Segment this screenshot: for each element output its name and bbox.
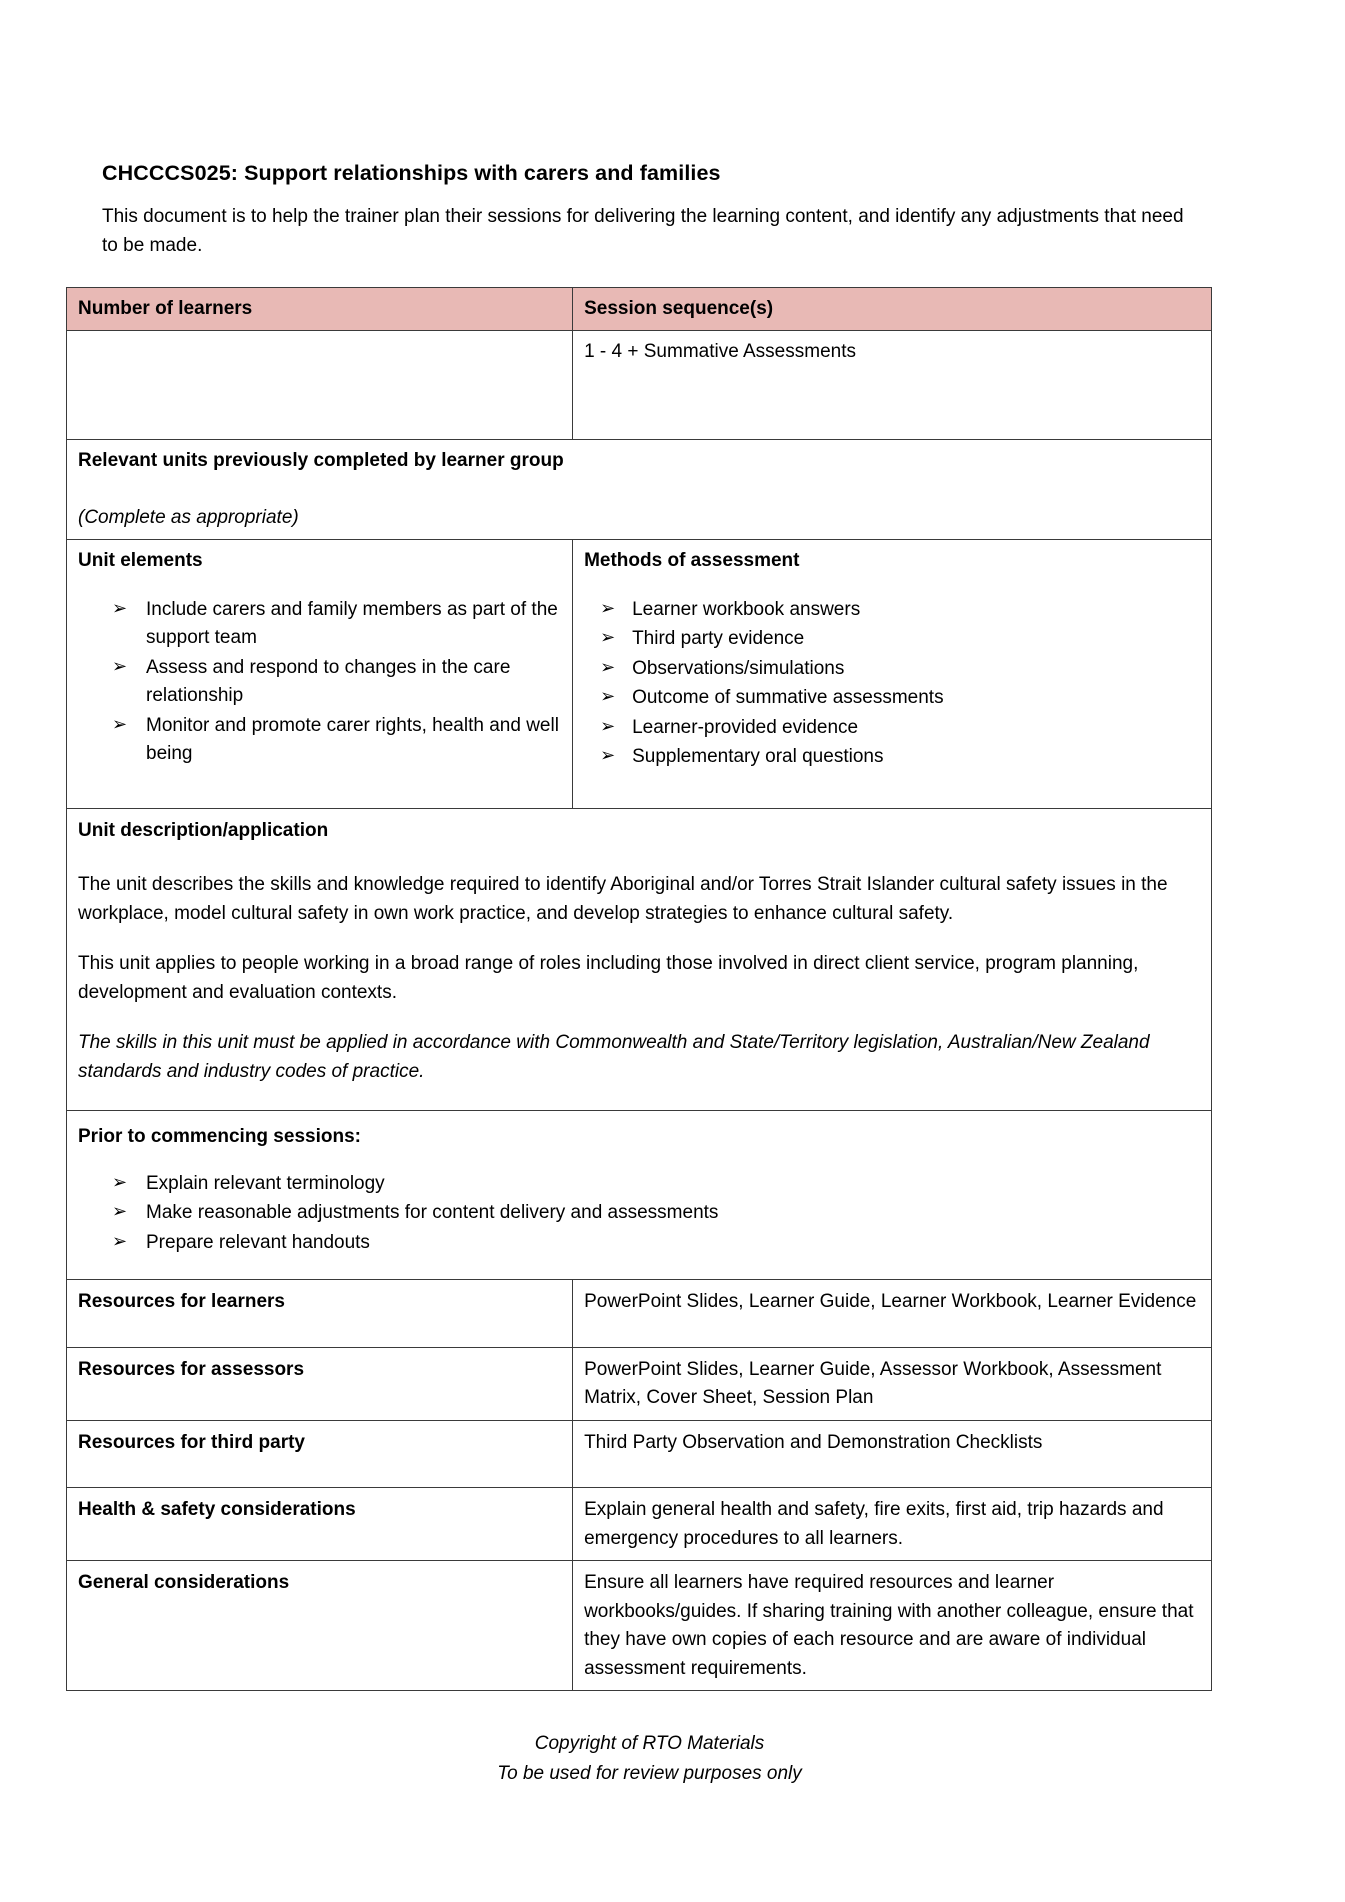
cell-unit-elements-header: Unit elements (67, 540, 573, 578)
cell-unit-elements-list (67, 578, 573, 809)
session-plan-table (66, 287, 1212, 1692)
footer-line-1: Copyright of RTO Materials (534, 1733, 765, 1755)
table-row-elements-lists (67, 578, 1212, 809)
list-item (584, 684, 1200, 713)
intro-paragraph: This document is to help the trainer plan their sessions for delivering the learning content, and identify any adjustments that need to be made. (102, 205, 1184, 257)
arrow-bullet-icon: ➢ (600, 656, 616, 678)
prior-to-commencing-list (78, 1170, 1200, 1258)
list-item (584, 714, 1200, 743)
list-item-label: Outcome of summative assessments (632, 687, 944, 709)
arrow-bullet-icon: ➢ (600, 627, 616, 649)
unit-description-paragraph-3: The skills in this unit must be applied in accordance with Commonwealth and State/Territory legislation, Australian/New Zealand standards and industry codes of practice. (78, 1032, 1150, 1082)
relevant-units-heading: Relevant units previously completed by learner group (78, 450, 564, 472)
table-row-resources-assessors (67, 1347, 1212, 1420)
list-item-label: Third party evidence (632, 628, 805, 650)
list-item-label: Monitor and promote carer rights, health and well being (146, 714, 559, 765)
cell-general-considerations-value: Ensure all learners have required resources and learner workbooks/guides. If sharing training with another colleague, ensure that they have own copies of each resource and are aware of individual assessment requirements. (573, 1561, 1212, 1691)
arrow-bullet-icon: ➢ (112, 1171, 128, 1193)
table-row-health-safety (67, 1488, 1212, 1561)
table-row-general-considerations (67, 1561, 1212, 1691)
list-item-label: Supplementary oral questions (632, 746, 884, 768)
list-item (78, 596, 561, 653)
list-item (584, 625, 1200, 654)
list-item (78, 712, 561, 769)
cell-resources-assessors-label: Resources for assessors (67, 1347, 573, 1420)
cell-resources-third-party-label: Resources for third party (67, 1420, 573, 1488)
unit-description-heading: Unit description/application (78, 819, 329, 841)
footer-line-2: To be used for review purposes only (497, 1762, 802, 1784)
unit-description-paragraph-2: This unit applies to people working in a broad range of roles including those involved in direct client service, program planning, development and evaluation contexts. (78, 953, 1139, 1003)
cell-relevant-units (67, 440, 1212, 540)
cell-resources-assessors-value: PowerPoint Slides, Learner Guide, Assessor Workbook, Assessment Matrix, Cover Sheet, Session Plan (573, 1347, 1212, 1420)
arrow-bullet-icon: ➢ (600, 686, 616, 708)
cell-session-sequence-value[interactable]: 1 - 4 + Summative Assessments (573, 331, 1212, 440)
list-item-label: Observations/simulations (632, 657, 845, 679)
cell-methods-of-assessment-list (573, 578, 1212, 809)
methods-of-assessment-list (584, 596, 1200, 772)
list-item-label: Explain relevant terminology (146, 1172, 385, 1194)
list-item (78, 1229, 1200, 1258)
arrow-bullet-icon: ➢ (600, 715, 616, 737)
list-item-label: Include carers and family members as part of the support team (146, 598, 558, 649)
list-item-label: Assess and respond to changes in the care relationship (146, 656, 511, 707)
table-row-resources-third-party (67, 1420, 1212, 1488)
relevant-units-note: (Complete as appropriate) (78, 506, 299, 528)
table-row-learners-values (67, 331, 1212, 440)
list-item-label: Prepare relevant handouts (146, 1231, 370, 1253)
cell-general-considerations-label: General considerations (67, 1561, 573, 1691)
prior-to-commencing-heading: Prior to commencing sessions: (78, 1126, 361, 1148)
table-row-unit-description (67, 808, 1212, 1111)
list-item (584, 743, 1200, 772)
list-item (584, 596, 1200, 625)
arrow-bullet-icon: ➢ (600, 745, 616, 767)
list-item (78, 1170, 1200, 1199)
arrow-bullet-icon: ➢ (112, 655, 128, 677)
unit-description-paragraph-1: The unit describes the skills and knowledge required to identify Aboriginal and/or Torres Strait Islander cultural safety issues in the workplace, model cultural safety in own work practice, and develop strategies to enhance cultural safety. (78, 874, 1168, 924)
cell-session-sequence-header: Session sequence(s) (573, 287, 1212, 331)
cell-health-safety-label: Health & safety considerations (67, 1488, 573, 1561)
cell-resources-third-party-value: Third Party Observation and Demonstration Checklists (573, 1420, 1212, 1488)
page-footer (100, 1729, 1245, 1788)
cell-methods-of-assessment-header: Methods of assessment (573, 540, 1212, 578)
cell-health-safety-value: Explain general health and safety, fire exits, first aid, trip hazards and emergency procedures to all learners. (573, 1488, 1212, 1561)
list-item-label: Learner workbook answers (632, 598, 861, 620)
table-row-prior-to-commencing (67, 1111, 1212, 1280)
list-item-label: Make reasonable adjustments for content delivery and assessments (146, 1202, 719, 1224)
cell-number-of-learners-header: Number of learners (67, 287, 573, 331)
table-row-elements-headers (67, 540, 1212, 578)
cell-prior-to-commencing (67, 1111, 1212, 1280)
cell-resources-learners-value: PowerPoint Slides, Learner Guide, Learner Workbook, Learner Evidence (573, 1280, 1212, 1348)
arrow-bullet-icon: ➢ (600, 597, 616, 619)
page-title: CHCCCS025: Support relationships with carers and families (102, 161, 721, 185)
table-row-resources-learners (67, 1280, 1212, 1348)
arrow-bullet-icon: ➢ (112, 1230, 128, 1252)
list-item (584, 655, 1200, 684)
table-row-relevant-units (67, 440, 1212, 540)
table-row-learners-header (67, 287, 1212, 331)
arrow-bullet-icon: ➢ (112, 713, 128, 735)
list-item (78, 654, 561, 711)
unit-elements-list (78, 596, 561, 769)
arrow-bullet-icon: ➢ (112, 597, 128, 619)
cell-unit-description (67, 808, 1212, 1111)
list-item (78, 1199, 1200, 1228)
cell-number-of-learners-value[interactable] (67, 331, 573, 440)
list-item-label: Learner-provided evidence (632, 716, 859, 738)
arrow-bullet-icon: ➢ (112, 1201, 128, 1223)
cell-resources-learners-label: Resources for learners (67, 1280, 573, 1348)
